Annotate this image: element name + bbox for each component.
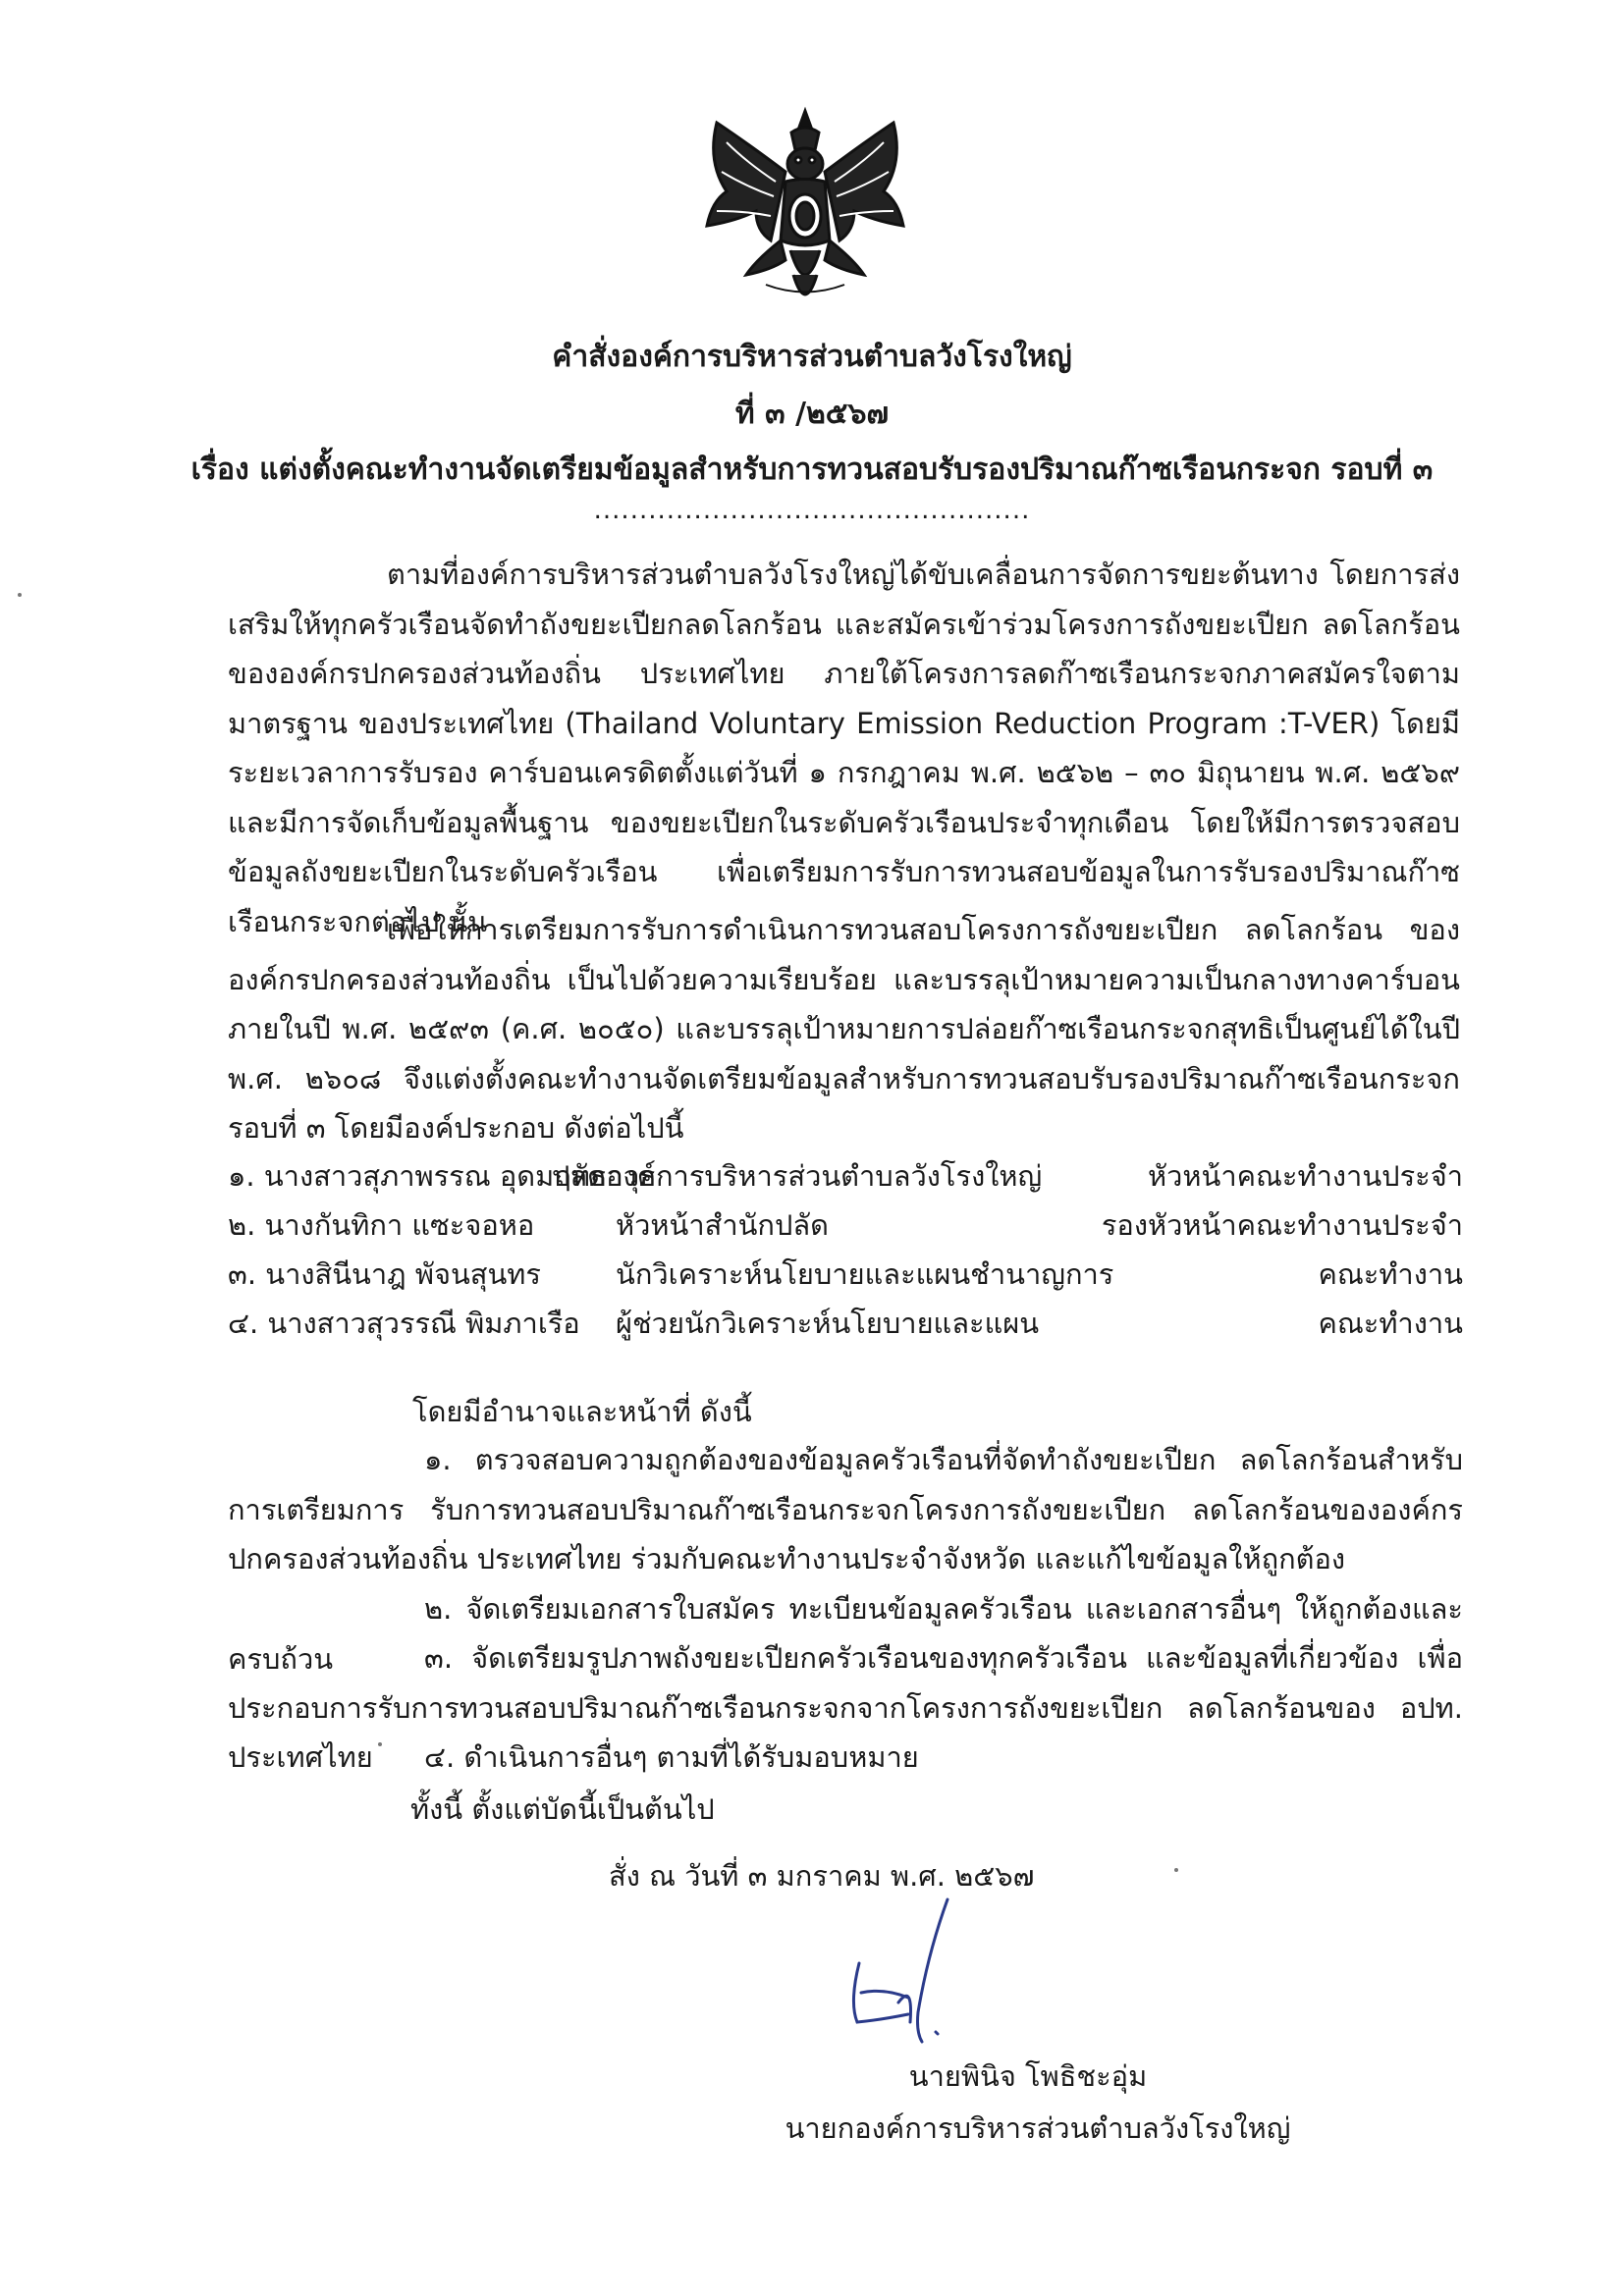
duty-text: ๑. ตรวจสอบความถูกต้องของข้อมูลครัวเรือนที่จัดทำถังขยะเปียก ลดโลกร้อนสำหรับการเตรียมการ รับการทวนสอบปริมาณก๊าซเรือนกระจกโครงการถังขยะเปียก ลดโลกร้อนขององค์กรปกครองส่วนท้องถิ่น ประเทศไทย ร่วมกับคณะทำงานประจำจังหวัด และแก้ไขข้อมูลให้ถูกต้อง <box>228 1443 1463 1575</box>
member-row <box>228 1301 1463 1350</box>
duties-intro: โดยมีอำนาจและหน้าที่ ดังนี้ <box>412 1395 752 1428</box>
signer-position: นายกองค์การบริหารส่วนตำบลวังโรงใหญ่ <box>785 2111 1291 2145</box>
member-position: ปลัดองค์การบริหารส่วนตำบลวังโรงใหญ่ <box>552 1159 1043 1193</box>
signer-name: นายพินิจ โพธิชะอุ่ม <box>908 2059 1148 2093</box>
duty-text: ๒. จัดเตรียมเอกสารใบสมัคร ทะเบียนข้อมูลครัวเรือน และเอกสารอื่นๆ ให้ถูกต้องและครบถ้วน <box>228 1592 1463 1676</box>
member-name: ๒. นางกันทิกา แซะจอหอ <box>228 1208 535 1242</box>
member-role: คณะทำงาน <box>1318 1307 1463 1340</box>
member-name: ๑. นางสาวสุภาพรรณ อุดมฤทธาวุธ <box>228 1159 657 1193</box>
member-position: นักวิเคราะห์นโยบายและแผนชำนาญการ <box>616 1257 1114 1291</box>
order-number: ที่ ๓ /๒๕๖๗ <box>734 397 890 431</box>
garuda-emblem-icon <box>687 103 923 329</box>
scan-speck <box>18 593 22 597</box>
member-role: หัวหน้าคณะทำงานประจำ <box>1147 1159 1463 1193</box>
order-subject: เรื่อง แต่งตั้งคณะทำงานจัดเตรียมข้อมูลสำหรับการทวนสอบรับรองปริมาณก๊าซเรือนกระจก รอบที่ ๓ <box>190 453 1434 487</box>
paragraph-2-text: เพื่อให้การเตรียมการรับการดำเนินการทวนสอบโครงการถังขยะเปียก ลดโลกร้อน ขององค์กรปกครองส่วนท้องถิ่น เป็นไปด้วยความเรียบร้อย และบรรลุเป้าหมายความเป็นกลางทางคาร์บอน ภายในปี พ.ศ. ๒๕๙๓ (ค.ศ. ๒๐๕๐) และบรรลุเป้าหมายการปล่อยก๊าซเรือนกระจกสุทธิเป็นศูนย์ได้ในปี พ.ศ. ๒๖๐๘ จึงแต่งตั้งคณะทำงานจัดเตรียมข้อมูลสำหรับการทวนสอบรับรองปริมาณก๊าซเรือนกระจก รอบที่ ๓ โดยมีองค์ประกอบ ดังต่อไปนี้ <box>228 913 1460 1145</box>
member-role: รองหัวหน้าคณะทำงานประจำ <box>1101 1208 1463 1242</box>
member-row <box>228 1202 1463 1252</box>
duty-text: ๓. จัดเตรียมรูปภาพถังขยะเปียกครัวเรือนของทุกครัวเรือน และข้อมูลที่เกี่ยวข้อง เพื่อประกอบการรับการทวนสอบปริมาณก๊าซเรือนกระจกจากโครงการถังขยะเปียก ลดโลกร้อนของ อปท. ประเทศไทย <box>228 1641 1463 1774</box>
scan-speck <box>378 1742 382 1746</box>
duty-item <box>228 1435 1463 1584</box>
separator-dots: ................................................ <box>593 496 1031 525</box>
effective-statement: ทั้งนี้ ตั้งแต่บัดนี้เป็นต้นไป <box>410 1792 715 1826</box>
order-title: คำสั่งองค์การบริหารส่วนตำบลวังโรงใหญ่ <box>552 340 1072 374</box>
member-name: ๔. นางสาวสุวรรณี พิมภาเรือ <box>228 1307 580 1340</box>
handwritten-signature <box>839 1895 967 2052</box>
member-position: หัวหน้าสำนักปลัด <box>616 1208 830 1242</box>
member-position: ผู้ช่วยนักวิเคราะห์นโยบายและแผน <box>616 1307 1040 1340</box>
member-role: คณะทำงาน <box>1318 1257 1463 1291</box>
member-row <box>228 1252 1463 1301</box>
issue-date: สั่ง ณ วันที่ ๓ มกราคม พ.ศ. ๒๕๖๗ <box>609 1859 1035 1893</box>
member-row <box>228 1153 1463 1202</box>
duty-item: ๔. ดำเนินการอื่นๆ ตามที่ได้รับมอบหมาย <box>424 1740 919 1774</box>
member-name: ๓. นางสินีนาฎ พัจนสุนทร <box>228 1257 541 1291</box>
scan-speck <box>1174 1868 1178 1872</box>
paragraph-1-text: ตามที่องค์การบริหารส่วนตำบลวังโรงใหญ่ได้ขับเคลื่อนการจัดการขยะต้นทาง โดยการส่งเสริมให้ทุกครัวเรือนจัดทำถังขยะเปียกลดโลกร้อน และสมัครเข้าร่วมโครงการถังขยะเปียก ลดโลกร้อน ขององค์กรปกครองส่วนท้องถิ่น ประเทศไทย ภายใต้โครงการลดก๊าซเรือนกระจกภาคสมัครใจตามมาตรฐาน ของประเทศไทย (Thailand Voluntary Emission Reduction Program :T-VER) โดยมีระยะเวลาการรับรอง คาร์บอนเครดิตตั้งแต่วันที่ ๑ กรกฎาคม พ.ศ. ๒๕๖๒ – ๓๐ มิถุนายน พ.ศ. ๒๕๖๙ และมีการจัดเก็บข้อมูลพื้นฐาน ของขยะเปียกในระดับครัวเรือนประจำทุกเดือน โดยให้มีการตรวจสอบข้อมูลถังขยะเปียกในระดับครัวเรือน เพื่อเตรียมการรับการทวนสอบข้อมูลในการรับรองปริมาณก๊าซเรือนกระจกต่อไป นั้น <box>228 558 1460 938</box>
paragraph-background <box>228 550 1460 946</box>
paragraph-appointment <box>228 905 1460 1153</box>
